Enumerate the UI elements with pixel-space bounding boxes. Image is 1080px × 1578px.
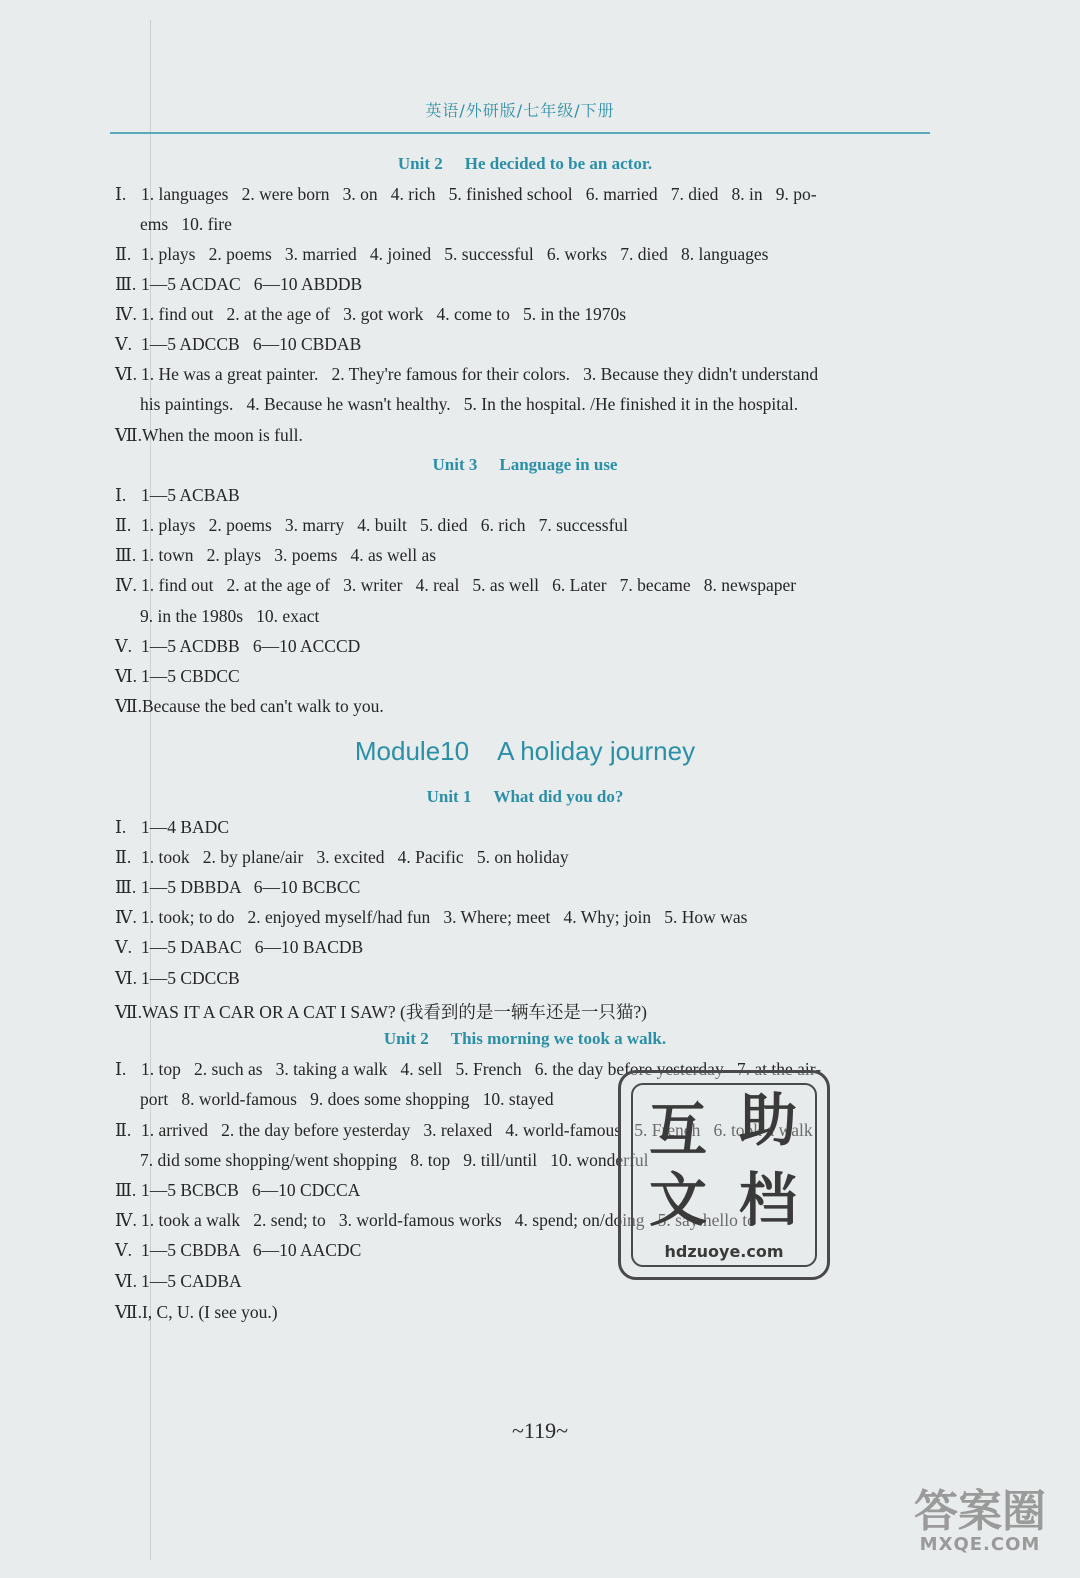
answer-line: Ⅰ. 1. top 2. such as 3. taking a walk 4. sell 5. French 6. the day before yesterday 7. at the air- [115, 1059, 822, 1079]
answer-line: Ⅶ.Because the bed can't walk to you. [115, 696, 384, 716]
page-number: ~119~ [512, 1418, 568, 1443]
unit-heading: Unit 3 Language in use [432, 455, 618, 474]
stamp-char: 档 [739, 1166, 798, 1234]
answer-line: Ⅱ. 1. took 2. by plane/air 3. excited 4. Pacific 5. on holiday [115, 847, 569, 867]
watermark-stamp [618, 1070, 830, 1280]
answer-line: Ⅴ. 1—5 ACDBB 6—10 ACCCD [115, 636, 361, 656]
answer-line: Ⅱ. 1. plays 2. poems 3. marry 4. built 5. died 6. rich 7. successful [115, 515, 629, 535]
answer-line: 9. in the 1980s 10. exact [140, 606, 320, 626]
answer-line: Ⅳ. 1. find out 2. at the age of 3. got work 4. come to 5. in the 1970s [115, 304, 627, 324]
header-divider [110, 132, 930, 134]
answer-line: Ⅴ. 1—5 CBDBA 6—10 AACDC [115, 1240, 362, 1260]
answer-line: Ⅵ. 1. He was a great painter. 2. They're famous for their colors. 3. Because they didn't understand [115, 364, 819, 384]
corner-watermark [895, 1486, 1065, 1570]
answer-line: Ⅲ. 1—5 DBBDA 6—10 BCBCC [115, 877, 361, 897]
stamp-url: hdzuoye.com [664, 1242, 784, 1261]
stamp-char: 互 [649, 1096, 708, 1164]
answer-line: Ⅰ. 1. languages 2. were born 3. on 4. rich 5. finished school 6. married 7. died 8. in 9. po- [115, 184, 817, 204]
answer-line: 7. did some shopping/went shopping 8. top 9. till/until 10. wonderful [140, 1150, 649, 1170]
watermark-logo-text: 答案圈 [914, 1486, 1046, 1537]
unit-heading: Unit 2 He decided to be an actor. [397, 154, 653, 173]
unit-heading: Unit 1 What did you do? [426, 787, 624, 806]
answer-line: Ⅱ. 1. arrived 2. the day before yesterday 3. relaxed 4. world-famous 5. French 6. took a walk [115, 1120, 813, 1140]
answer-line: Ⅰ. 1—4 BADC [115, 817, 229, 837]
answer-line: Ⅵ. 1—5 CDCCB [115, 968, 240, 988]
answer-line: Ⅶ.I, C, U. (I see you.) [115, 1302, 278, 1322]
answer-line: his paintings. 4. Because he wasn't healthy. 5. In the hospital. /He finished it in the hospital. [140, 394, 799, 414]
answer-line: Ⅱ. 1. plays 2. poems 3. married 4. joined 5. successful 6. works 7. died 8. languages [115, 244, 769, 264]
answer-line: Ⅵ. 1—5 CADBA [115, 1271, 242, 1291]
answer-line: ems 10. fire [140, 214, 232, 234]
module-heading: Module10 A holiday journey [354, 736, 696, 766]
page-header: 英语/外研版/七年级/下册 [425, 101, 615, 120]
answer-line: Ⅶ.WAS IT A CAR OR A CAT I SAW? (我看到的是一辆车还是一只猫?) [115, 1002, 647, 1022]
answer-line: Ⅵ. 1—5 CBDCC [115, 666, 240, 686]
answer-line: Ⅲ. 1—5 ACDAC 6—10 ABDDB [115, 274, 363, 294]
answer-line: port 8. world-famous 9. does some shopping 10. stayed [140, 1089, 554, 1109]
unit-heading: Unit 2 This morning we took a walk. [383, 1029, 667, 1048]
answer-line: Ⅲ. 1—5 BCBCB 6—10 CDCCA [115, 1180, 361, 1200]
answer-line: Ⅳ. 1. took a walk 2. send; to 3. world-famous works 4. spend; on/doing 5. say hello to [115, 1210, 756, 1230]
answer-line: Ⅳ. 1. took; to do 2. enjoyed myself/had fun 3. Where; meet 4. Why; join 5. How was [115, 907, 748, 927]
answer-line: Ⅶ.When the moon is full. [115, 425, 303, 445]
stamp-char: 文 [649, 1166, 708, 1234]
watermark-url: MXQE.COM [919, 1534, 1041, 1555]
answer-line: Ⅳ. 1. find out 2. at the age of 3. writer 4. real 5. as well 6. Later 7. became 8. newspaper [115, 575, 797, 595]
answer-line: Ⅲ. 1. town 2. plays 3. poems 4. as well as [115, 545, 437, 565]
answer-line: Ⅴ. 1—5 ADCCB 6—10 CBDAB [115, 334, 362, 354]
answer-line: Ⅰ. 1—5 ACBAB [115, 485, 240, 505]
stamp-char: 助 [739, 1086, 798, 1154]
answer-line: Ⅴ. 1—5 DABAC 6—10 BACDB [115, 937, 364, 957]
